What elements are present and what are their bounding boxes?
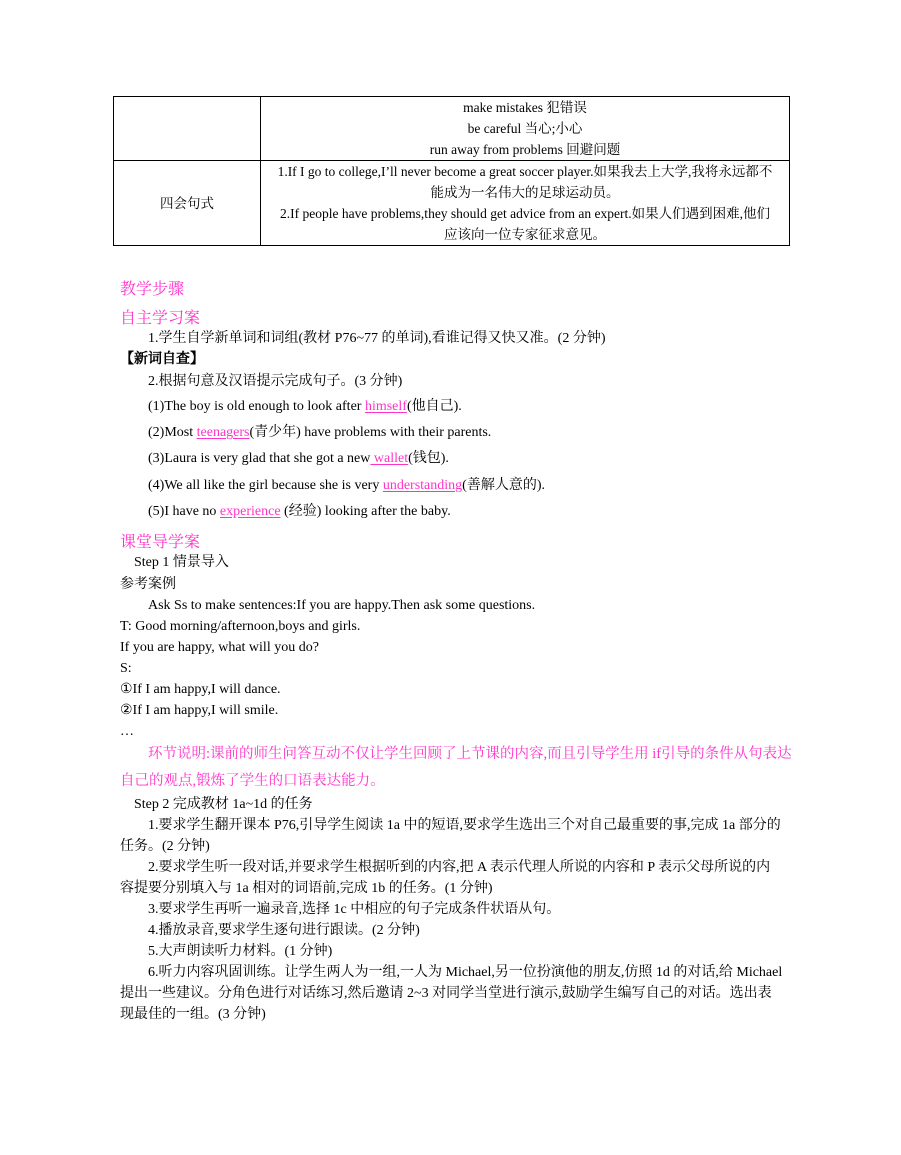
answer-blank: experience: [219, 504, 281, 519]
fill-intro: 2.根据句意及汉语提示完成句子。(3 分钟): [148, 374, 403, 389]
sentence-5: (5)I have no experience (经验) looking after the baby.: [148, 504, 451, 519]
answer-2: ②If I am happy,I will smile.: [120, 703, 279, 718]
step-vocab: 1.学生自学新单词和词组(教材 P76~77 的单词),看谁记得又快又准。(2 分钟): [148, 331, 606, 346]
task-6-line-2: 提出一些建议。分角色进行对话练习,然后邀请 2~3 对同学当堂进行演示,鼓励学生编写自己的对话。选出表: [120, 986, 772, 1001]
teacher-line: T: Good morning/afternoon,boys and girls.: [120, 619, 361, 634]
table-cell-label: 四会句式: [114, 161, 261, 246]
task-2-line-2: 容提要分别填入与 1a 相对的词语前,完成 1b 的任务。(1 分钟): [120, 881, 493, 896]
phrase-line: be careful 当心;小心: [467, 121, 583, 136]
question-line: If you are happy, what will you do?: [120, 640, 319, 655]
sentence-3: (3)Laura is very glad that she got a new wallet(钱包).: [148, 451, 449, 466]
answer-blank: understanding: [382, 478, 463, 493]
task-1-line-2: 任务。(2 分钟): [120, 839, 210, 854]
sentence-line: 能成为一名伟大的足球运动员。: [430, 185, 620, 200]
ask-line: Ask Ss to make sentences:If you are happy.Then ask some questions.: [148, 598, 536, 613]
note-line-2: 自己的观点,锻炼了学生的口语表达能力。: [120, 773, 385, 789]
task-1-line-1: 1.要求学生翻开课本 P76,引导学生阅读 1a 中的短语,要求学生选出三个对自己最重要的事,完成 1a 部分的: [148, 818, 781, 833]
table-row: [114, 97, 790, 161]
table-row: [114, 161, 790, 246]
table-cell-sentences: [261, 161, 790, 246]
task-3: 3.要求学生再听一遍录音,选择 1c 中相应的句子完成条件状语从句。: [148, 902, 561, 917]
sentence-4: (4)We all like the girl because she is very understanding(善解人意的).: [148, 478, 545, 493]
heading-self-study: 自主学习案: [120, 308, 201, 327]
step-2: Step 2 完成教材 1a~1d 的任务: [134, 797, 313, 812]
answer-blank: wallet: [370, 451, 409, 466]
sentence-line: 2.If people have problems,they should get advice from an expert.如果人们遇到困难,他们: [279, 206, 770, 221]
table-cell-empty: [114, 97, 261, 161]
sentence-line: 1.If I go to college,I’ll never become a great soccer player.如果我去上大学,我将永远都不: [277, 164, 773, 179]
heading-class-guide: 课堂导学案: [120, 532, 201, 551]
task-2-line-1: 2.要求学生听一段对话,并要求学生根据听到的内容,把 A 表示代理人所说的内容和 P 表示父母所说的内: [148, 860, 771, 875]
phrase-line: run away from problems 回避问题: [429, 142, 621, 157]
answer-blank: himself: [364, 399, 407, 414]
vocab-check-label: 【新词自查】: [120, 352, 204, 367]
answer-blank: teenagers: [196, 425, 250, 440]
ellipsis: …: [120, 724, 134, 739]
task-6-line-1: 6.听力内容巩固训练。让学生两人为一组,一人为 Michael,另一位扮演他的朋友,仿照 1d 的对话,给 Michael: [148, 965, 783, 980]
answer-1: ①If I am happy,I will dance.: [120, 682, 281, 697]
heading-teaching-steps: 教学步骤: [120, 279, 185, 298]
task-5: 5.大声朗读听力材料。(1 分钟): [148, 944, 333, 959]
task-6-line-3: 现最佳的一组。(3 分钟): [120, 1007, 266, 1022]
reference-case: 参考案例: [120, 577, 176, 592]
step-1: Step 1 情景导入: [134, 555, 229, 570]
phrase-line: make mistakes 犯错误: [463, 100, 587, 115]
sentence-line: 应该向一位专家征求意见。: [444, 227, 606, 242]
sentence-1: (1)The boy is old enough to look after himself(他自己).: [148, 399, 462, 414]
vocabulary-table: [113, 96, 790, 246]
table-cell-phrases: [261, 97, 790, 161]
students-line: S:: [120, 661, 132, 676]
note-line-1: 环节说明:课前的师生问答互动不仅让学生回顾了上节课的内容,而且引导学生用 if引导的条件从句表达: [148, 746, 792, 762]
sentence-2: (2)Most teenagers(青少年) have problems with their parents.: [148, 425, 492, 440]
task-4: 4.播放录音,要求学生逐句进行跟读。(2 分钟): [148, 923, 420, 938]
